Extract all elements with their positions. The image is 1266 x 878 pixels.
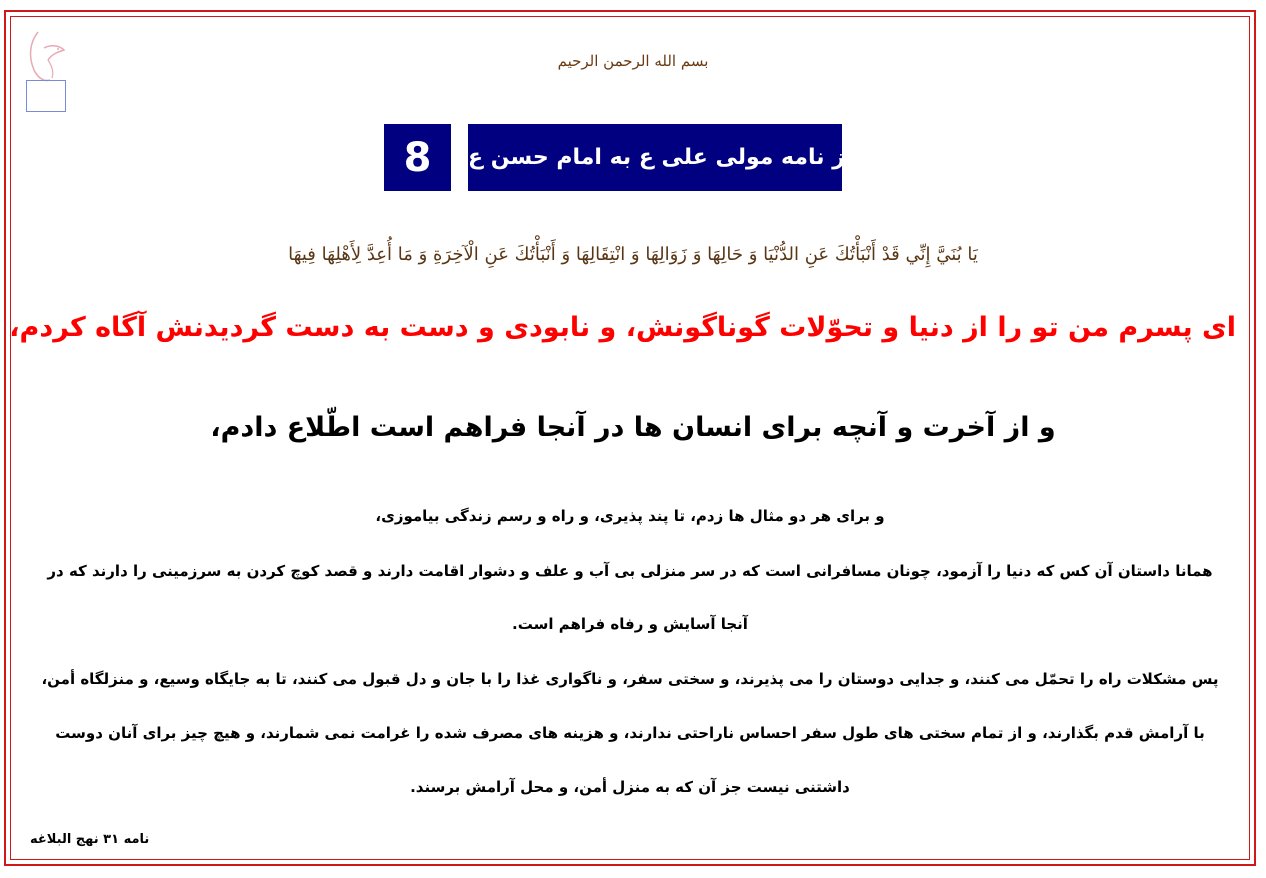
paragraph-line: داشتنی نیست جز آن که به منزل أمن، و محل آرامش برسند. — [410, 778, 850, 796]
dove-logo-icon — [24, 26, 68, 114]
logo-frame — [26, 80, 66, 112]
translation-line-black: و از آخرت و آنچه برای انسان ها در آنجا فراهم است اطّلاع دادم، — [210, 412, 1056, 443]
title-banner — [468, 124, 853, 191]
arabic-quote: يَا بُنَيَّ إِنِّي قَدْ أَنْبَأْتُكَ عَنِ الدُّنْيَا وَ حَالِهَا وَ زَوَالِهَا وَ انْتِقَالِهَا وَ أَنْبَأْتُكَ عَنِ الْآخِرَةِ وَ مَا أُعِدَّ لِأَهْلِهَا فِيهَا — [288, 244, 978, 265]
letter-number-badge: 8 — [384, 124, 451, 191]
basmala: بسم الله الرحمن الرحيم — [557, 52, 709, 70]
source-citation: نامه ۳۱ نهج البلاغه — [30, 832, 150, 847]
paragraph-line: آنجا آسایش و رفاه فراهم است. — [512, 615, 748, 633]
paragraph-line: همانا داستان آن کس که دنیا را آزمود، چونان مسافرانی است که در سر منزلی بی آب و علف و دشوار اقامت دارند و قصد کوچ کردن به سرزمینی را دارند که در — [47, 562, 1213, 580]
paragraph-line: پس مشکلات راه را تحمّل می کنند، و جدایی دوستان را می پذیرند، و سختی سفر، و ناگواری غذا را با جان و دل قبول می کنند، تا به جایگاه وسیع، و منزلگاه أمن، — [41, 670, 1219, 688]
paragraph-line: با آرامش قدم بگذارند، و از تمام سختی های طول سفر احساس ناراحتی ندارند، و هزینه های مصرف شده را غرامت نمی شمارند، و هیچ چیز برای آنان دوست — [55, 724, 1205, 742]
page-title: از نامه مولی علی ع به امام حسن ع — [468, 145, 853, 170]
paragraph-line: و برای هر دو مثال ها زدم، تا پند پذیری، و راه و رسم زندگی بیاموزی، — [375, 507, 885, 525]
translation-line-red: ای پسرم من تو را از دنیا و تحوّلات گوناگونش، و نابودی و دست به دست گردیدنش آگاه کردم، — [9, 312, 1236, 343]
